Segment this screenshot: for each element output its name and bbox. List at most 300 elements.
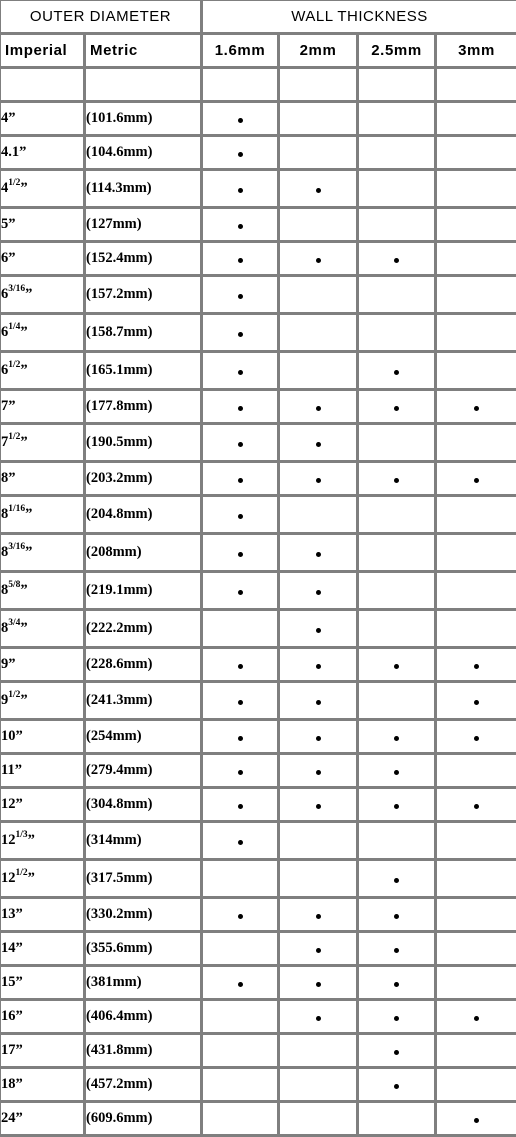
available-dot-icon (316, 478, 321, 483)
available-dot-icon (394, 1050, 399, 1055)
blank-cell (86, 69, 203, 103)
available-dot-icon (238, 700, 243, 705)
availability-cell (359, 649, 437, 683)
availability-cell (203, 463, 280, 497)
imperial-size (1, 649, 86, 683)
imperial-size (1, 899, 86, 933)
available-dot-icon (394, 1016, 399, 1021)
imperial-size (1, 1069, 86, 1103)
inch-mark: ” (15, 1076, 23, 1092)
metric-size: (165.1mm) (86, 353, 203, 391)
imperial-size (1, 243, 86, 277)
available-dot-icon (238, 552, 243, 557)
availability-cell (280, 755, 359, 789)
availability-cell (359, 789, 437, 823)
availability-cell (359, 899, 437, 933)
availability-cell (359, 277, 437, 315)
metric-size: (101.6mm) (86, 103, 203, 137)
available-dot-icon (238, 982, 243, 987)
inch-mark: ” (15, 1008, 23, 1024)
imperial-whole: 6 (1, 286, 9, 302)
inch-mark: ” (20, 362, 28, 378)
available-dot-icon (238, 664, 243, 669)
availability-cell (359, 611, 437, 649)
thickness-header-1-6mm: 1.6mm (203, 35, 280, 69)
available-dot-icon (474, 664, 479, 669)
available-dot-icon (394, 258, 399, 263)
availability-cell (280, 683, 359, 721)
available-dot-icon (394, 948, 399, 953)
tube-size-table (1, 1, 516, 1137)
availability-cell (437, 611, 516, 649)
availability-cell (280, 611, 359, 649)
imperial-whole: 15 (1, 974, 16, 990)
inch-mark: ” (20, 692, 28, 708)
imperial-size (1, 497, 86, 535)
available-dot-icon (394, 478, 399, 483)
availability-cell (359, 861, 437, 899)
table-row (1, 899, 516, 933)
availability-cell (280, 573, 359, 611)
table-row (1, 721, 516, 755)
metric-size: (158.7mm) (86, 315, 203, 353)
availability-cell (280, 103, 359, 137)
metric-size: (609.6mm) (86, 1103, 203, 1137)
imperial-whole: 12 (1, 796, 16, 812)
imperial-size (1, 137, 86, 171)
availability-cell (437, 755, 516, 789)
availability-cell (203, 899, 280, 933)
available-dot-icon (394, 878, 399, 883)
available-dot-icon (238, 736, 243, 741)
availability-cell (203, 243, 280, 277)
imperial-whole: 8 (1, 544, 9, 560)
imperial-whole: 6 (1, 324, 9, 340)
available-dot-icon (474, 1016, 479, 1021)
availability-cell (359, 209, 437, 243)
imperial-fraction: 1/2 (15, 868, 28, 878)
availability-cell (280, 1001, 359, 1035)
available-dot-icon (238, 914, 243, 919)
imperial-whole: 8 (1, 582, 9, 598)
metric-size: (177.8mm) (86, 391, 203, 425)
availability-cell (280, 967, 359, 1001)
metric-size: (114.3mm) (86, 171, 203, 209)
available-dot-icon (238, 152, 243, 157)
available-dot-icon (474, 478, 479, 483)
table-row (1, 535, 516, 573)
available-dot-icon (238, 188, 243, 193)
availability-cell (437, 353, 516, 391)
availability-cell (203, 171, 280, 209)
imperial-whole: 8 (1, 470, 9, 486)
imperial-fraction: 3/16 (8, 284, 26, 294)
availability-cell (437, 171, 516, 209)
available-dot-icon (238, 590, 243, 595)
availability-cell (437, 861, 516, 899)
available-dot-icon (316, 552, 321, 557)
table-row (1, 315, 516, 353)
imperial-size (1, 967, 86, 1001)
available-dot-icon (394, 736, 399, 741)
availability-cell (437, 103, 516, 137)
available-dot-icon (316, 442, 321, 447)
available-dot-icon (394, 914, 399, 919)
table-row (1, 789, 516, 823)
availability-cell (203, 209, 280, 243)
availability-cell (359, 823, 437, 861)
availability-cell (359, 1035, 437, 1069)
inch-mark: ” (20, 434, 28, 450)
thickness-header-2-5mm: 2.5mm (359, 35, 437, 69)
availability-cell (437, 535, 516, 573)
available-dot-icon (238, 224, 243, 229)
availability-cell (203, 789, 280, 823)
imperial-whole: 9 (1, 656, 9, 672)
imperial-whole: 12 (1, 870, 16, 886)
imperial-size (1, 861, 86, 899)
availability-cell (437, 933, 516, 967)
imperial-whole: 6 (1, 362, 9, 378)
available-dot-icon (394, 664, 399, 669)
inch-mark: ” (8, 470, 16, 486)
metric-size: (406.4mm) (86, 1001, 203, 1035)
metric-size: (228.6mm) (86, 649, 203, 683)
table-row (1, 277, 516, 315)
metric-size: (152.4mm) (86, 243, 203, 277)
table-row (1, 1103, 516, 1137)
metric-header: Metric (86, 35, 203, 69)
inch-mark: ” (27, 870, 35, 886)
availability-cell (280, 649, 359, 683)
availability-cell (437, 789, 516, 823)
available-dot-icon (394, 982, 399, 987)
availability-cell (359, 967, 437, 1001)
metric-size: (304.8mm) (86, 789, 203, 823)
availability-cell (280, 1069, 359, 1103)
availability-cell (203, 103, 280, 137)
inch-mark: ” (14, 762, 22, 778)
availability-cell (280, 277, 359, 315)
table-row (1, 353, 516, 391)
available-dot-icon (238, 770, 243, 775)
availability-cell (280, 353, 359, 391)
availability-cell (280, 315, 359, 353)
thickness-header-2mm: 2mm (280, 35, 359, 69)
availability-cell (203, 721, 280, 755)
inch-mark: ” (20, 582, 28, 598)
imperial-fraction: 1/2 (8, 432, 21, 442)
availability-cell (359, 353, 437, 391)
availability-cell (280, 391, 359, 425)
available-dot-icon (474, 1118, 479, 1123)
availability-cell (359, 103, 437, 137)
available-dot-icon (394, 370, 399, 375)
imperial-size (1, 1103, 86, 1137)
inch-mark: ” (15, 974, 23, 990)
table-row (1, 861, 516, 899)
availability-cell (359, 683, 437, 721)
table-row (1, 573, 516, 611)
availability-cell (437, 683, 516, 721)
availability-cell (437, 209, 516, 243)
available-dot-icon (394, 406, 399, 411)
availability-cell (437, 497, 516, 535)
imperial-size (1, 209, 86, 243)
imperial-size (1, 823, 86, 861)
inch-mark: ” (8, 216, 16, 232)
available-dot-icon (316, 700, 321, 705)
imperial-size (1, 391, 86, 425)
available-dot-icon (316, 770, 321, 775)
inch-mark: ” (25, 506, 33, 522)
available-dot-icon (474, 736, 479, 741)
available-dot-icon (474, 700, 479, 705)
availability-cell (203, 1103, 280, 1137)
availability-cell (203, 425, 280, 463)
inch-mark: ” (20, 324, 28, 340)
availability-cell (359, 463, 437, 497)
availability-cell (359, 497, 437, 535)
availability-cell (203, 611, 280, 649)
availability-cell (280, 535, 359, 573)
availability-cell (280, 425, 359, 463)
metric-size: (355.6mm) (86, 933, 203, 967)
availability-cell (359, 721, 437, 755)
availability-cell (280, 823, 359, 861)
available-dot-icon (316, 590, 321, 595)
inch-mark: ” (15, 906, 23, 922)
available-dot-icon (238, 804, 243, 809)
availability-cell (203, 967, 280, 1001)
available-dot-icon (316, 406, 321, 411)
availability-cell (359, 243, 437, 277)
availability-cell (359, 1103, 437, 1137)
imperial-fraction: 1/3 (15, 830, 28, 840)
imperial-size (1, 535, 86, 573)
availability-cell (280, 497, 359, 535)
inch-mark: ” (15, 728, 23, 744)
metric-size: (222.2mm) (86, 611, 203, 649)
availability-cell (437, 1035, 516, 1069)
imperial-whole: 8 (1, 620, 9, 636)
inch-mark: ” (20, 620, 28, 636)
available-dot-icon (316, 736, 321, 741)
availability-cell (203, 649, 280, 683)
availability-cell (437, 1001, 516, 1035)
availability-cell (437, 243, 516, 277)
metric-size: (127mm) (86, 209, 203, 243)
imperial-size (1, 353, 86, 391)
table-row (1, 755, 516, 789)
imperial-whole: 13 (1, 906, 16, 922)
blank-cell (437, 69, 516, 103)
imperial-fraction: 1/4 (8, 322, 21, 332)
availability-cell (359, 1001, 437, 1035)
availability-cell (203, 683, 280, 721)
table-row (1, 171, 516, 209)
imperial-size (1, 277, 86, 315)
available-dot-icon (316, 258, 321, 263)
available-dot-icon (238, 442, 243, 447)
available-dot-icon (316, 628, 321, 633)
available-dot-icon (474, 804, 479, 809)
availability-cell (203, 315, 280, 353)
inch-mark: ” (8, 110, 16, 126)
imperial-fraction: 1/16 (8, 504, 26, 514)
availability-cell (280, 243, 359, 277)
available-dot-icon (238, 118, 243, 123)
imperial-size (1, 103, 86, 137)
availability-cell (359, 755, 437, 789)
available-dot-icon (238, 514, 243, 519)
availability-cell (280, 789, 359, 823)
inch-mark: ” (19, 144, 27, 160)
availability-cell (437, 967, 516, 1001)
metric-size: (431.8mm) (86, 1035, 203, 1069)
availability-cell (359, 573, 437, 611)
outer-diameter-header: OUTER DIAMETER (1, 1, 203, 35)
metric-size: (104.6mm) (86, 137, 203, 171)
metric-size: (279.4mm) (86, 755, 203, 789)
inch-mark: ” (25, 544, 33, 560)
availability-cell (359, 535, 437, 573)
available-dot-icon (394, 804, 399, 809)
table-row (1, 103, 516, 137)
inch-mark: ” (8, 656, 16, 672)
imperial-whole: 4 (1, 110, 9, 126)
availability-cell (280, 721, 359, 755)
metric-size: (157.2mm) (86, 277, 203, 315)
blank-spacer-row (1, 69, 516, 103)
imperial-whole: 16 (1, 1008, 16, 1024)
available-dot-icon (316, 948, 321, 953)
table-row (1, 683, 516, 721)
table-row (1, 243, 516, 277)
availability-cell (203, 933, 280, 967)
availability-cell (437, 277, 516, 315)
imperial-whole: 7 (1, 434, 9, 450)
availability-cell (203, 277, 280, 315)
availability-cell (280, 463, 359, 497)
available-dot-icon (394, 1084, 399, 1089)
availability-cell (280, 209, 359, 243)
blank-cell (280, 69, 359, 103)
table-row (1, 137, 516, 171)
imperial-fraction: 5/8 (8, 580, 21, 590)
availability-cell (437, 1069, 516, 1103)
available-dot-icon (316, 982, 321, 987)
imperial-size (1, 1035, 86, 1069)
available-dot-icon (238, 840, 243, 845)
imperial-whole: 4.1 (1, 144, 20, 160)
inch-mark: ” (15, 796, 23, 812)
inch-mark: ” (27, 832, 35, 848)
availability-cell (437, 649, 516, 683)
availability-cell (203, 1001, 280, 1035)
table-row (1, 611, 516, 649)
imperial-whole: 8 (1, 506, 9, 522)
imperial-size (1, 683, 86, 721)
table-row (1, 1069, 516, 1103)
available-dot-icon (238, 258, 243, 263)
column-header-row (1, 35, 516, 69)
imperial-whole: 4 (1, 180, 9, 196)
availability-cell (359, 171, 437, 209)
availability-cell (359, 137, 437, 171)
metric-size: (204.8mm) (86, 497, 203, 535)
metric-size: (381mm) (86, 967, 203, 1001)
table-row (1, 425, 516, 463)
availability-cell (359, 315, 437, 353)
imperial-size (1, 789, 86, 823)
available-dot-icon (238, 406, 243, 411)
imperial-size (1, 573, 86, 611)
available-dot-icon (316, 188, 321, 193)
imperial-size (1, 171, 86, 209)
inch-mark: ” (8, 398, 16, 414)
available-dot-icon (238, 478, 243, 483)
thickness-header-3mm: 3mm (437, 35, 516, 69)
metric-size: (219.1mm) (86, 573, 203, 611)
availability-cell (437, 573, 516, 611)
availability-cell (280, 1035, 359, 1069)
imperial-size (1, 463, 86, 497)
metric-size: (314mm) (86, 823, 203, 861)
imperial-whole: 9 (1, 692, 9, 708)
availability-cell (203, 1069, 280, 1103)
available-dot-icon (238, 294, 243, 299)
available-dot-icon (238, 332, 243, 337)
availability-cell (203, 823, 280, 861)
metric-size: (457.2mm) (86, 1069, 203, 1103)
table-row (1, 1035, 516, 1069)
availability-cell (437, 463, 516, 497)
available-dot-icon (394, 770, 399, 775)
availability-cell (280, 861, 359, 899)
imperial-size (1, 755, 86, 789)
imperial-size (1, 721, 86, 755)
metric-size: (208mm) (86, 535, 203, 573)
imperial-fraction: 1/2 (8, 178, 21, 188)
table-row (1, 967, 516, 1001)
inch-mark: ” (20, 180, 28, 196)
inch-mark: ” (15, 1110, 23, 1126)
availability-cell (437, 137, 516, 171)
metric-size: (317.5mm) (86, 861, 203, 899)
imperial-whole: 10 (1, 728, 16, 744)
table-row (1, 933, 516, 967)
imperial-whole: 12 (1, 832, 16, 848)
imperial-size (1, 1001, 86, 1035)
imperial-header: Imperial (1, 35, 86, 69)
blank-cell (359, 69, 437, 103)
inch-mark: ” (15, 1042, 23, 1058)
table-row (1, 1001, 516, 1035)
availability-cell (280, 137, 359, 171)
imperial-fraction: 1/2 (8, 360, 21, 370)
table-row (1, 649, 516, 683)
table-row (1, 823, 516, 861)
imperial-whole: 14 (1, 940, 16, 956)
group-header-row (1, 1, 516, 35)
availability-cell (359, 425, 437, 463)
availability-cell (203, 1035, 280, 1069)
availability-cell (203, 861, 280, 899)
availability-cell (437, 425, 516, 463)
availability-cell (203, 535, 280, 573)
imperial-size (1, 933, 86, 967)
